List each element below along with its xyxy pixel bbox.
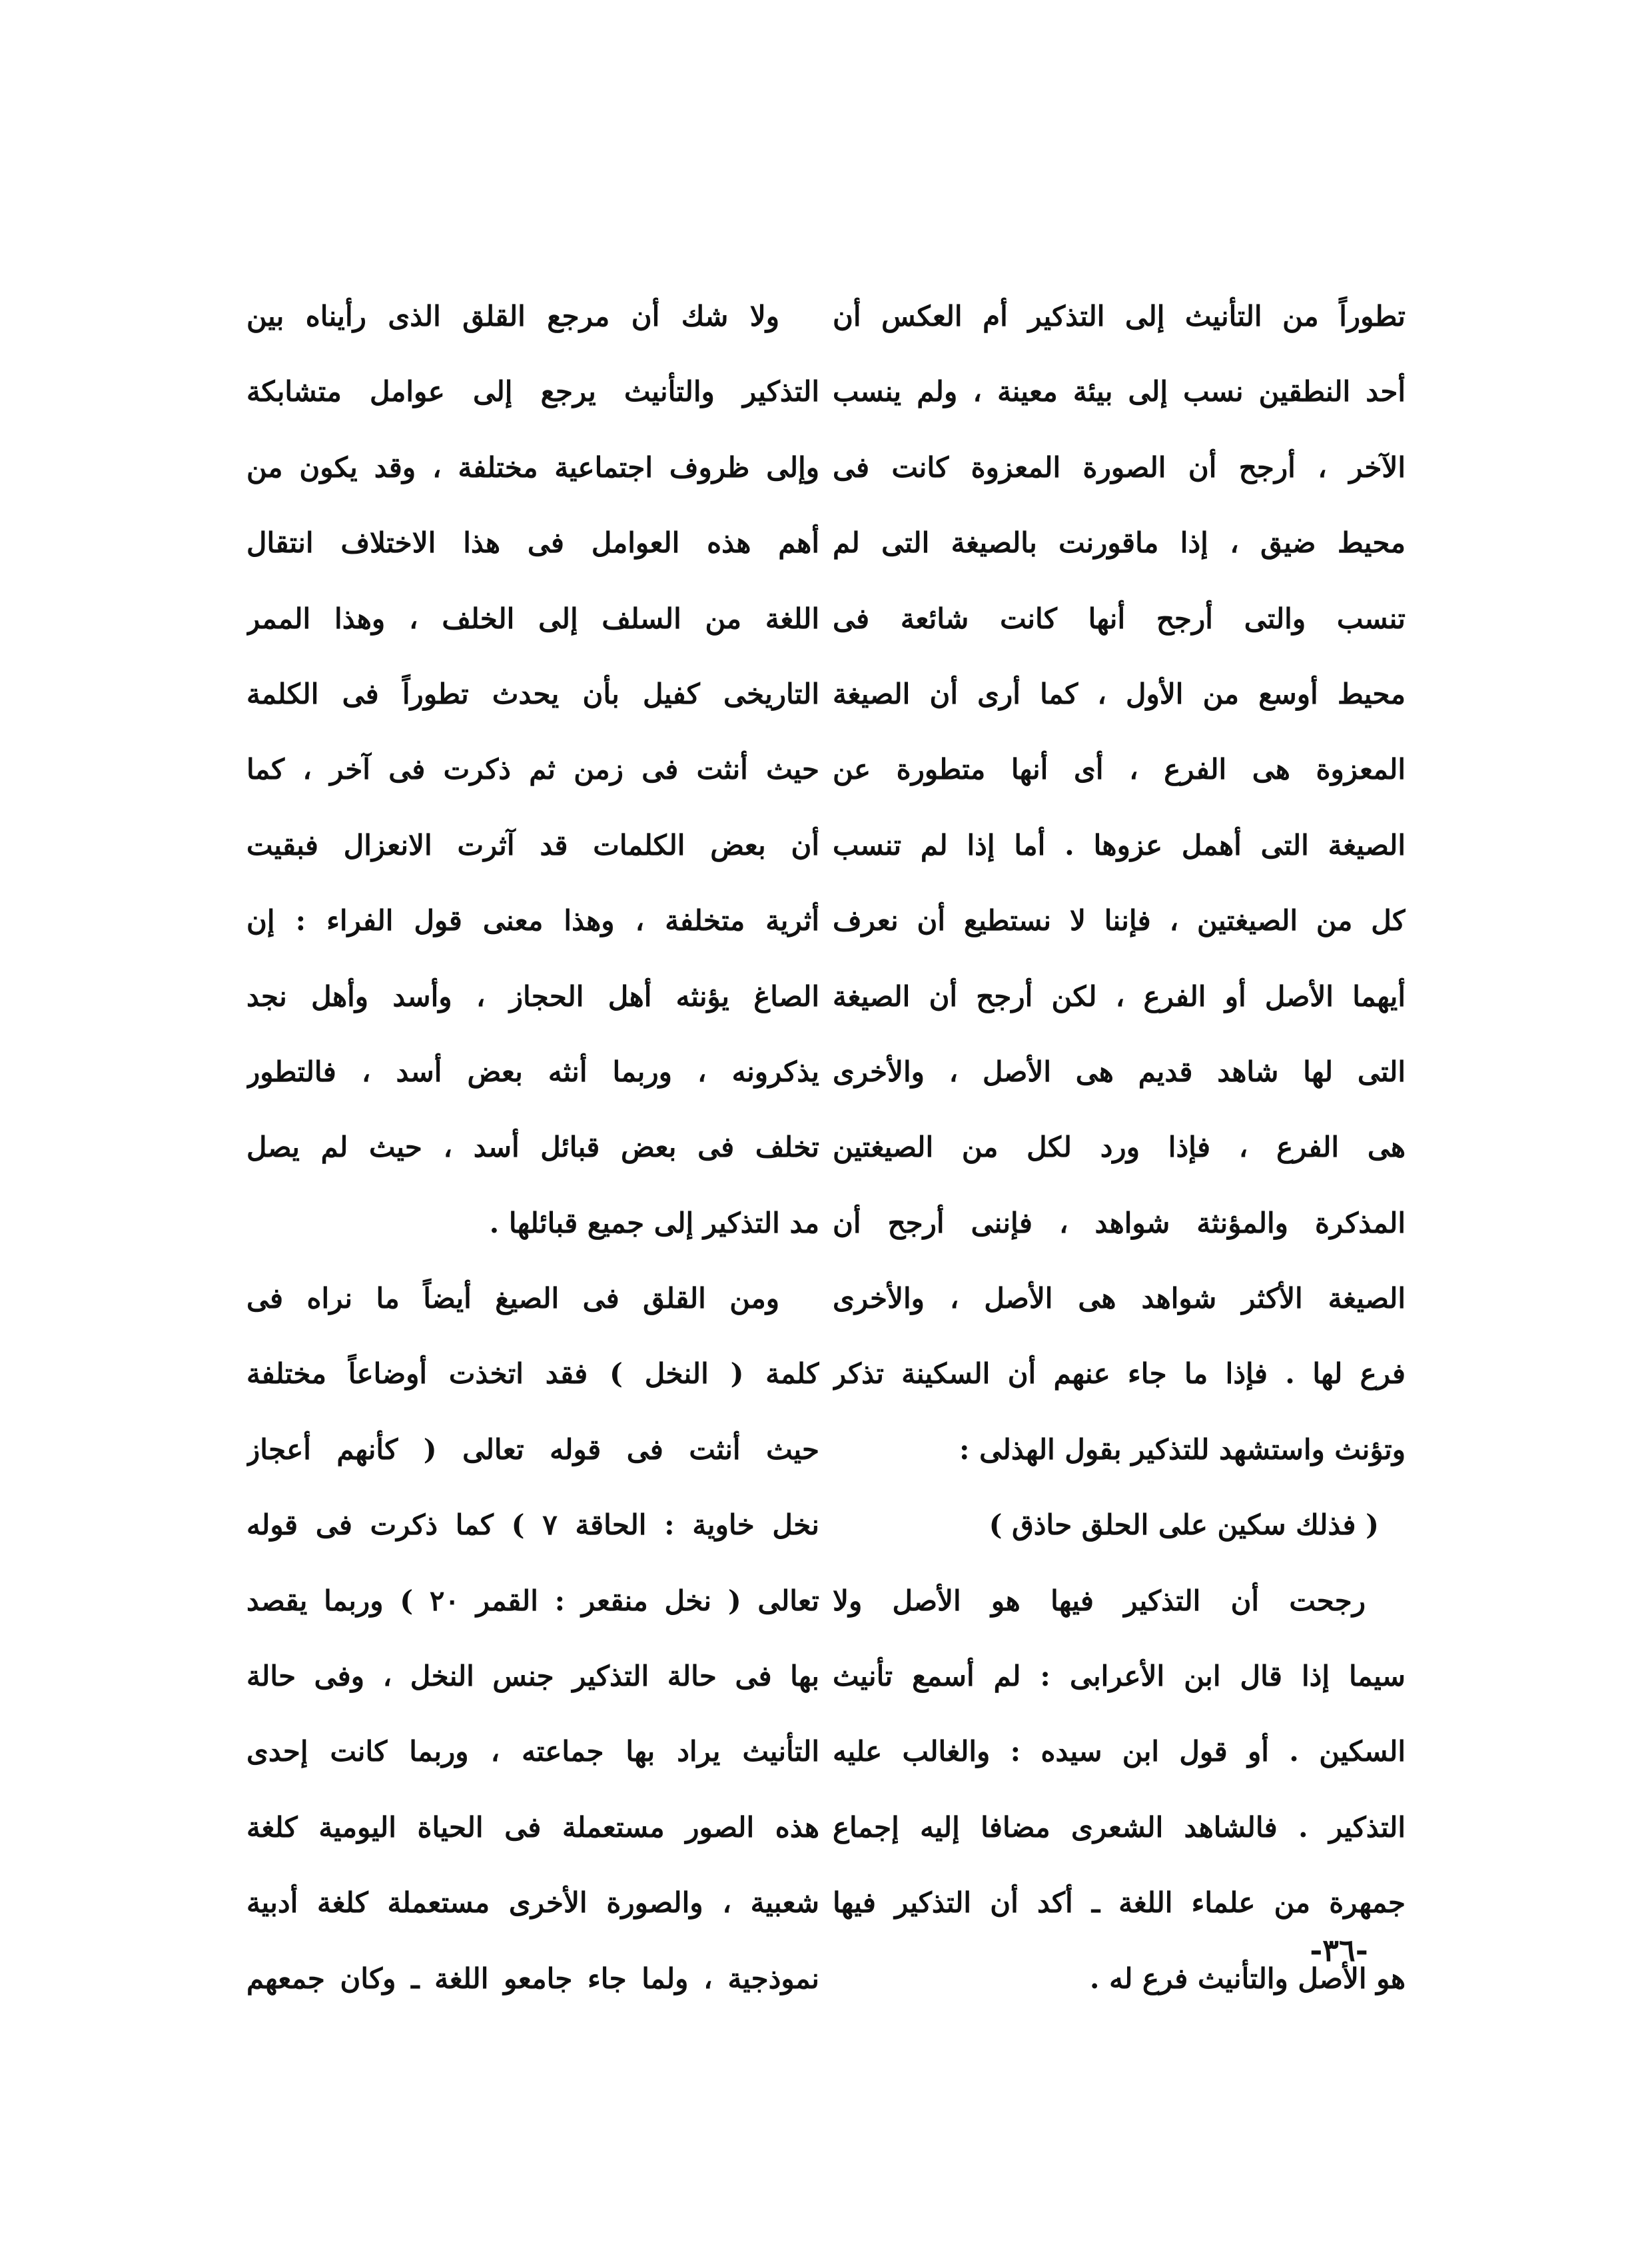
text-line: تخلف فى بعض قبائل أسد ، حيث لم يصل: [246, 1131, 819, 1164]
text-line: التذكير والتأنيث يرجع إلى عوامل متشابكة: [246, 375, 819, 408]
text-line: الصيغة الأكثر شواهد هى الأصل ، والأخرى: [833, 1282, 1406, 1315]
text-line: ومن القلق فى الصيغ أيضاً ما نراه فى: [246, 1282, 779, 1315]
text-line: أن بعض الكلمات قد آثرت الانعزال فبقيت: [246, 828, 819, 861]
text-line: وتؤنث واستشهد للتذكير بقول الهذلى :: [959, 1432, 1406, 1466]
text-line: أهم هذه العوامل فى هذا الاختلاف انتقال: [246, 526, 819, 560]
text-line: فرع لها . فإذا ما جاء عنهم أن السكينة تذكر: [833, 1357, 1406, 1391]
left-text-column: [246, 279, 819, 2016]
text-line: مد التذكير إلى جميع قبائلها .: [489, 1206, 819, 1239]
text-line: التى لها شاهد قديم هى الأصل ، والأخرى: [833, 1055, 1406, 1088]
text-line: محيط أوسع من الأول ، كما أرى أن الصيغة: [833, 677, 1406, 710]
text-line: السكين . أو قول ابن سيده : والغالب عليه: [833, 1735, 1406, 1768]
text-line: ولا شك أن مرجع القلق الذى رأيناه بين: [246, 300, 779, 332]
text-line: جمهرة من علماء اللغة ـ أكد أن التذكير فيها: [833, 1886, 1406, 1920]
text-line: شعبية ، والصورة الأخرى مستعملة كلغة أدبية: [246, 1886, 819, 1920]
text-line: أيهما الأصل أو الفرع ، لكن أرجح أن الصيغة: [833, 979, 1406, 1013]
text-line: تعالى ( نخل منقعر : القمر ٢٠ ) وربما يقصد: [246, 1584, 819, 1617]
text-line: حيث أنثت فى زمن ثم ذكرت فى آخر ، كما: [246, 753, 819, 786]
text-line: التاريخى كفيل بأن يحدث تطوراً فى الكلمة: [246, 677, 819, 710]
text-line: نموذجية ، ولما جاء جامعو اللغة ـ وكان جمعهم: [246, 1962, 819, 1995]
text-line: الآخر ، أرجح أن الصورة المعزوة كانت فى: [833, 450, 1406, 484]
text-line: التذكير . فالشاهد الشعرى مضافا إليه إجماع: [833, 1810, 1406, 1844]
poetry-quote: ( فذلك سكين على الحلق حاذق ): [989, 1508, 1379, 1542]
text-line: بها فى حالة التذكير جنس النخل ، وفى حالة: [246, 1660, 819, 1693]
text-line: هو الأصل والتأنيث فرع له .: [1089, 1962, 1406, 1995]
page-number: -٣٦-: [1310, 1932, 1368, 1968]
text-line: وإلى ظروف اجتماعية مختلفة ، وقد يكون من: [246, 450, 819, 484]
text-line: المذكرة والمؤنثة شواهد ، فإننى أرجح أن: [833, 1206, 1406, 1239]
text-line: هى الفرع ، فإذا ورد لكل من الصيغتين: [833, 1131, 1406, 1164]
right-text-column: [833, 279, 1406, 2016]
text-line: رجحت أن التذكير فيها هو الأصل ولا: [833, 1584, 1366, 1617]
text-line: أحد النطقين نسب إلى بيئة معينة ، ولم ينسب: [833, 375, 1406, 408]
text-line: كلمة ( النخل ) فقد اتخذت أوضاعاً مختلفة: [246, 1357, 819, 1391]
text-line: سيما إذا قال ابن الأعرابى : لم أسمع تأنيث: [833, 1660, 1406, 1693]
text-line: تنسب والتى أرجح أنها كانت شائعة فى: [833, 602, 1406, 635]
text-line: أثرية متخلفة ، وهذا معنى قول الفراء : إن: [246, 904, 819, 937]
text-line: اللغة من السلف إلى الخلف ، وهذا الممر: [246, 602, 819, 635]
text-line: المعزوة هى الفرع ، أى أنها متطورة عن: [833, 753, 1406, 786]
text-line: يذكرونه ، وربما أنثه بعض أسد ، فالتطور: [246, 1055, 819, 1088]
text-line: نخل خاوية : الحاقة ٧ ) كما ذكرت فى قوله: [246, 1508, 819, 1542]
text-line: حيث أنثت فى قوله تعالى ( كأنهم أعجاز: [246, 1432, 819, 1466]
text-line: التأنيث يراد بها جماعته ، وربما كانت إحدى: [246, 1735, 819, 1768]
text-line: محيط ضيق ، إذا ماقورنت بالصيغة التى لم: [833, 526, 1406, 560]
text-line: الصاغ يؤنثه أهل الحجاز ، وأسد وأهل نجد: [246, 979, 819, 1013]
text-line: الصيغة التى أهمل عزوها . أما إذا لم تنسب: [833, 828, 1406, 861]
text-line: هذه الصور مستعملة فى الحياة اليومية كلغة: [246, 1810, 819, 1844]
text-line: كل من الصيغتين ، فإننا لا نستطيع أن نعرف: [833, 904, 1406, 937]
text-line: تطوراً من التأنيث إلى التذكير أم العكس أن: [833, 300, 1406, 332]
